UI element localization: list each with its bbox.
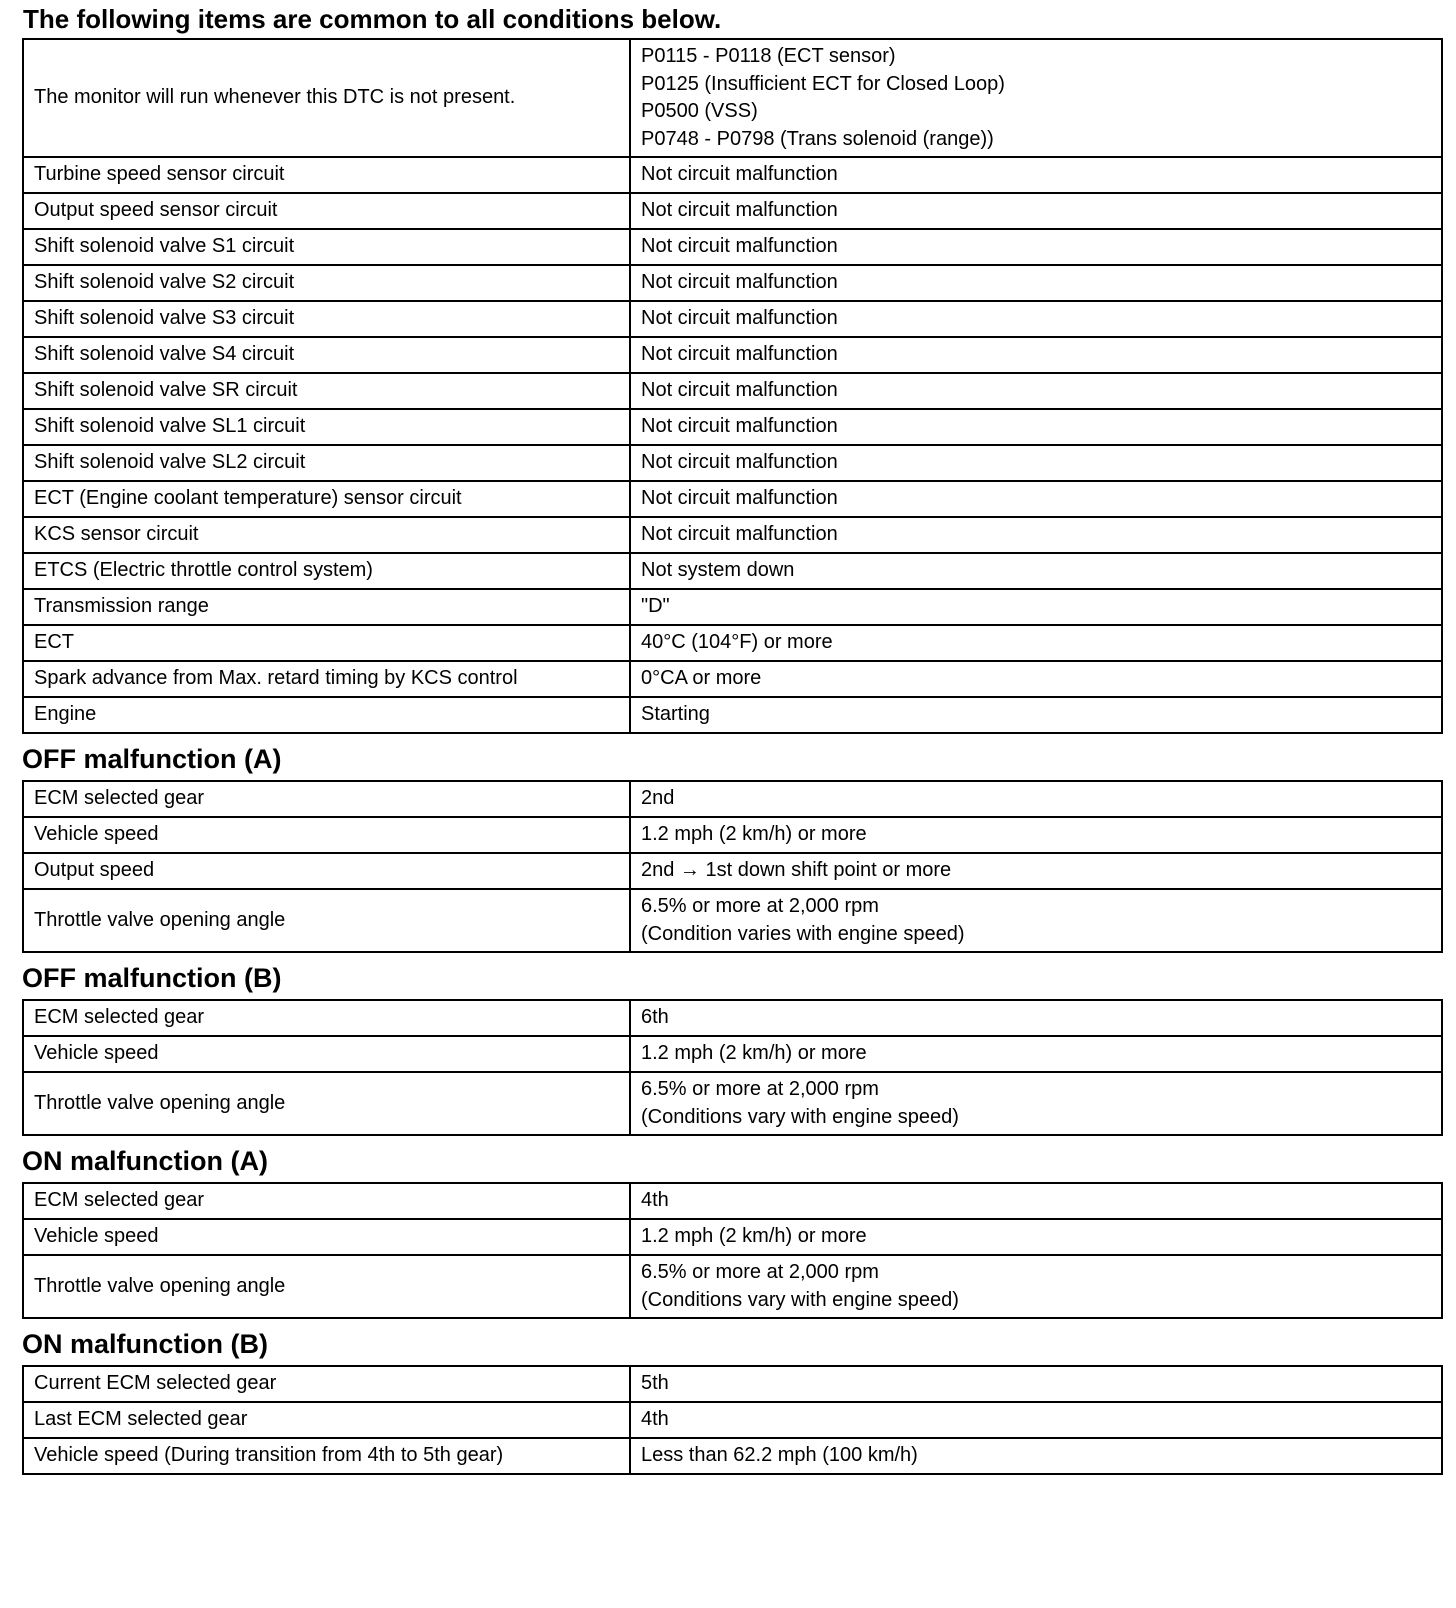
value-line: Not circuit malfunction: [641, 487, 838, 510]
condition-value: [630, 409, 1442, 445]
table-row: [23, 337, 1442, 373]
value-line: 1.2 mph (2 km/h) or more: [641, 1042, 867, 1065]
table-row: [23, 373, 1442, 409]
condition-value: [630, 39, 1442, 157]
document: [22, 0, 1441, 1475]
table-row: [23, 1255, 1442, 1318]
condition-label: Turbine speed sensor circuit: [23, 157, 630, 193]
value-line: Not system down: [641, 559, 795, 582]
condition-label: Shift solenoid valve SL1 circuit: [23, 409, 630, 445]
condition-value: [630, 553, 1442, 589]
condition-value: [630, 1000, 1442, 1036]
condition-value: [630, 1402, 1442, 1438]
condition-label: Shift solenoid valve SL2 circuit: [23, 445, 630, 481]
condition-label: ECM selected gear: [23, 781, 630, 817]
value-line: P0125 (Insufficient ECT for Closed Loop): [641, 72, 1005, 95]
condition-value: [630, 853, 1442, 889]
table-row: [23, 889, 1442, 952]
value-line: Not circuit malfunction: [641, 523, 838, 546]
table-row: [23, 553, 1442, 589]
condition-value: [630, 1036, 1442, 1072]
table-row: [23, 1000, 1442, 1036]
value-line: 6.5% or more at 2,000 rpm: [641, 895, 879, 917]
value-line: Not circuit malfunction: [641, 451, 838, 474]
value-line: 4th: [641, 1189, 669, 1212]
condition-value: [630, 445, 1442, 481]
condition-label: Current ECM selected gear: [23, 1366, 630, 1402]
value-line: 1.2 mph (2 km/h) or more: [641, 823, 867, 846]
value-line: P0500 (VSS): [641, 100, 758, 122]
table-row: [23, 853, 1442, 889]
condition-value: [630, 1366, 1442, 1402]
table-row: [23, 481, 1442, 517]
condition-label: Vehicle speed: [23, 817, 630, 853]
condition-label: ECM selected gear: [23, 1183, 630, 1219]
condition-value: [630, 481, 1442, 517]
condition-value: [630, 1255, 1442, 1318]
table-row: [23, 39, 1442, 157]
condition-value: [630, 817, 1442, 853]
condition-value: [630, 1183, 1442, 1219]
value-line: (Conditions vary with engine speed): [641, 1288, 959, 1311]
value-line: 0°CA or more: [641, 667, 762, 690]
condition-value: [630, 781, 1442, 817]
condition-label: The monitor will run whenever this DTC is not present.: [23, 39, 630, 157]
condition-value: [630, 157, 1442, 193]
conditions-table: [22, 999, 1443, 1136]
section-title: OFF malfunction (A): [22, 744, 282, 774]
value-line: P0748 - P0798 (Trans solenoid (range)): [641, 127, 994, 150]
table-row: [23, 157, 1442, 193]
condition-label: Output speed sensor circuit: [23, 193, 630, 229]
condition-value: [630, 889, 1442, 952]
condition-value: [630, 265, 1442, 301]
table-row: [23, 1183, 1442, 1219]
conditions-table: [22, 780, 1443, 953]
table-row: [23, 1402, 1442, 1438]
section-title: The following items are common to all conditions below.: [23, 4, 722, 34]
condition-value: [630, 301, 1442, 337]
condition-value: [630, 373, 1442, 409]
condition-label: Shift solenoid valve S4 circuit: [23, 337, 630, 373]
table-row: [23, 661, 1442, 697]
table-row: [23, 193, 1442, 229]
table-row: [23, 625, 1442, 661]
value-line: (Condition varies with engine speed): [641, 922, 965, 945]
section-title: ON malfunction (B): [22, 1329, 268, 1359]
value-line: 2nd → 1st down shift point or more: [641, 859, 952, 882]
value-line: 1.2 mph (2 km/h) or more: [641, 1225, 867, 1248]
value-line: Not circuit malfunction: [641, 379, 838, 402]
condition-label: ECT: [23, 625, 630, 661]
table-row: [23, 517, 1442, 553]
condition-value: [630, 1438, 1442, 1474]
table-row: [23, 409, 1442, 445]
condition-label: Shift solenoid valve S2 circuit: [23, 265, 630, 301]
condition-label: ECM selected gear: [23, 1000, 630, 1036]
condition-value: [630, 229, 1442, 265]
condition-label: Throttle valve opening angle: [23, 1072, 630, 1135]
condition-label: Transmission range: [23, 589, 630, 625]
table-row: [23, 589, 1442, 625]
table-row: [23, 781, 1442, 817]
condition-value: [630, 337, 1442, 373]
condition-label: Throttle valve opening angle: [23, 1255, 630, 1318]
table-row: [23, 229, 1442, 265]
value-line: Not circuit malfunction: [641, 415, 838, 438]
value-line: Not circuit malfunction: [641, 271, 838, 294]
condition-value: [630, 697, 1442, 733]
table-row: [23, 697, 1442, 733]
value-line: Not circuit malfunction: [641, 199, 838, 222]
table-row: [23, 817, 1442, 853]
condition-value: [630, 1219, 1442, 1255]
value-line: Not circuit malfunction: [641, 163, 838, 186]
condition-label: Output speed: [23, 853, 630, 889]
condition-label: Last ECM selected gear: [23, 1402, 630, 1438]
condition-label: ECT (Engine coolant temperature) sensor circuit: [23, 481, 630, 517]
condition-value: [630, 625, 1442, 661]
value-line: 4th: [641, 1408, 669, 1431]
condition-label: Engine: [23, 697, 630, 733]
conditions-table: [22, 1182, 1443, 1319]
section-title: OFF malfunction (B): [22, 963, 282, 993]
condition-label: ETCS (Electric throttle control system): [23, 553, 630, 589]
table-row: [23, 265, 1442, 301]
value-line: Not circuit malfunction: [641, 235, 838, 258]
condition-label: Vehicle speed: [23, 1219, 630, 1255]
condition-label: Shift solenoid valve S3 circuit: [23, 301, 630, 337]
table-row: [23, 1219, 1442, 1255]
condition-label: Vehicle speed (During transition from 4th to 5th gear): [23, 1438, 630, 1474]
value-line: 5th: [641, 1372, 669, 1395]
section-title: ON malfunction (A): [22, 1146, 268, 1176]
value-line: 40°C (104°F) or more: [641, 631, 833, 654]
condition-value: [630, 193, 1442, 229]
value-line: 6th: [641, 1006, 669, 1029]
table-row: [23, 1072, 1442, 1135]
condition-label: Shift solenoid valve S1 circuit: [23, 229, 630, 265]
value-line: (Conditions vary with engine speed): [641, 1105, 959, 1128]
value-line: P0115 - P0118 (ECT sensor): [641, 45, 896, 67]
value-line: 2nd: [641, 787, 675, 810]
table-row: [23, 1036, 1442, 1072]
value-line: "D": [641, 595, 670, 618]
value-line: Not circuit malfunction: [641, 343, 838, 366]
condition-label: Throttle valve opening angle: [23, 889, 630, 952]
table-row: [23, 1366, 1442, 1402]
condition-label: KCS sensor circuit: [23, 517, 630, 553]
condition-label: Vehicle speed: [23, 1036, 630, 1072]
condition-label: Spark advance from Max. retard timing by KCS control: [23, 661, 630, 697]
condition-value: [630, 589, 1442, 625]
conditions-table: [22, 38, 1443, 734]
value-line: Not circuit malfunction: [641, 307, 838, 330]
condition-value: [630, 661, 1442, 697]
value-line: Less than 62.2 mph (100 km/h): [641, 1444, 918, 1467]
table-row: [23, 1438, 1442, 1474]
conditions-table: [22, 1365, 1443, 1475]
table-row: [23, 301, 1442, 337]
value-line: Starting: [641, 703, 710, 726]
condition-value: [630, 517, 1442, 553]
condition-label: Shift solenoid valve SR circuit: [23, 373, 630, 409]
value-line: 6.5% or more at 2,000 rpm: [641, 1261, 879, 1283]
condition-value: [630, 1072, 1442, 1135]
table-row: [23, 445, 1442, 481]
value-line: 6.5% or more at 2,000 rpm: [641, 1078, 879, 1100]
